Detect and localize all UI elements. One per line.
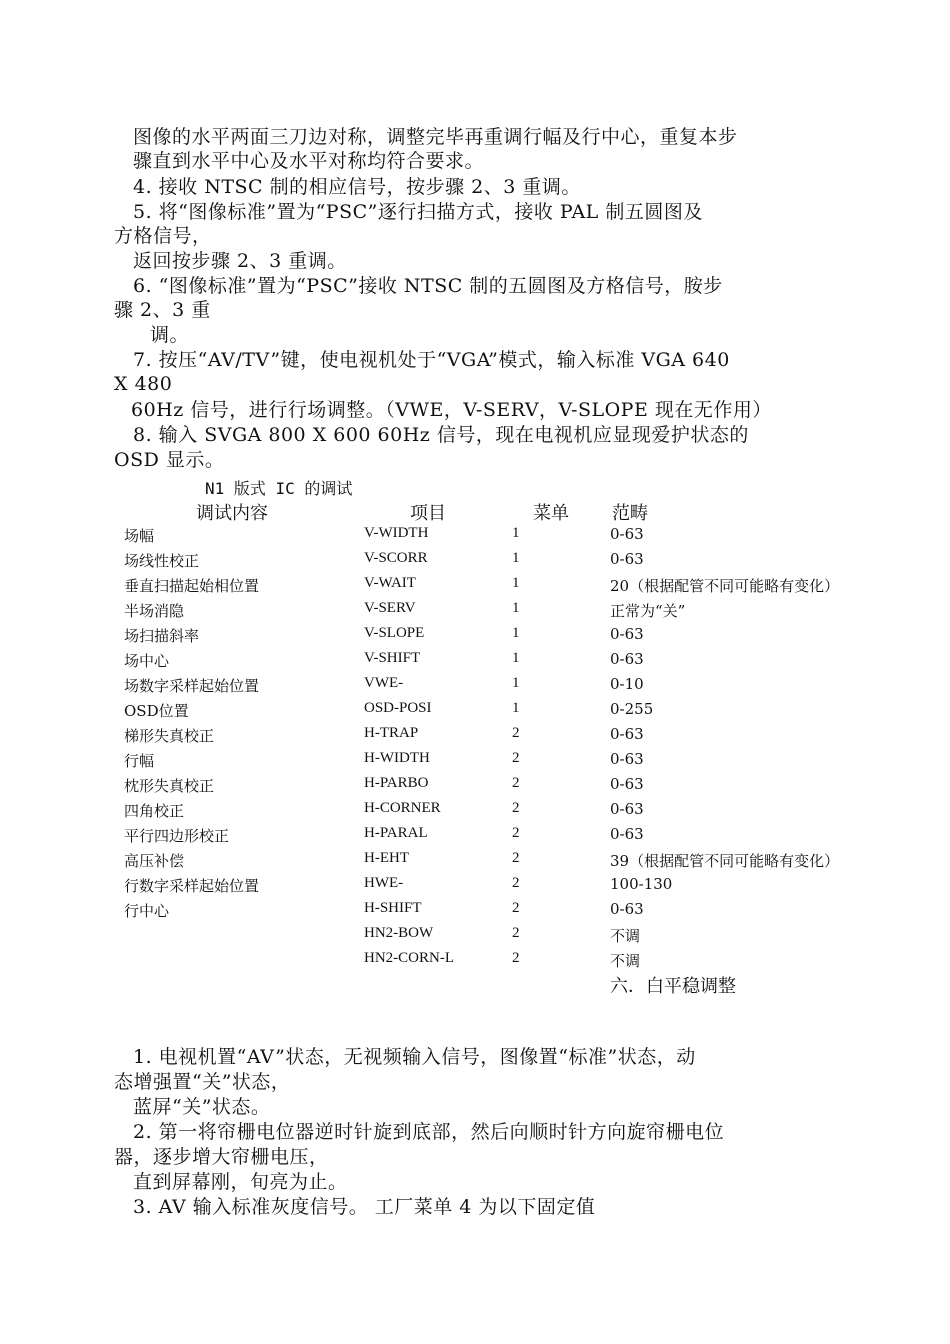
cell-item: V-SCORR bbox=[364, 550, 428, 566]
paragraph-line: X 480 bbox=[114, 373, 173, 395]
cell-menu: 1 bbox=[512, 700, 520, 716]
paragraph-line: 1. 电视机置“AV”状态，无视频输入信号，图像置“标准”状态，动 bbox=[133, 1046, 696, 1068]
cell-item: V-SERV bbox=[364, 600, 416, 616]
cell-range: 0-63 bbox=[610, 825, 644, 843]
cell-content: OSD位置 bbox=[124, 702, 189, 720]
cell-item: H-WIDTH bbox=[364, 750, 430, 766]
cell-menu: 2 bbox=[512, 925, 520, 941]
paragraph-line: 态增强置“关”状态， bbox=[114, 1071, 291, 1093]
cell-item: HN2-BOW bbox=[364, 925, 434, 941]
cell-item: H-EHT bbox=[364, 850, 409, 866]
cell-menu: 2 bbox=[512, 750, 520, 766]
paragraph-line: 返回按步骤 2、3 重调。 bbox=[133, 250, 347, 272]
paragraph-line: 6. “图像标准”置为“PSC”接收 NTSC 制的五圆图及方格信号，胺步 bbox=[133, 275, 723, 297]
cell-content: 行幅 bbox=[124, 752, 155, 770]
cell-range: 0-63 bbox=[610, 900, 644, 918]
cell-item: V-SHIFT bbox=[364, 650, 421, 666]
cell-menu: 2 bbox=[512, 875, 520, 891]
cell-range: 0-63 bbox=[610, 625, 644, 643]
cell-item: H-TRAP bbox=[364, 725, 419, 741]
table-row bbox=[0, 725, 950, 750]
table-row bbox=[0, 675, 950, 700]
table-row bbox=[0, 600, 950, 625]
cell-range: 0-63 bbox=[610, 800, 644, 818]
cell-item: OSD-POSI bbox=[364, 700, 432, 716]
cell-range: 100-130 bbox=[610, 875, 673, 893]
cell-range: 20（根据配管不同可能略有变化） bbox=[610, 577, 840, 595]
cell-range: 0-255 bbox=[610, 700, 654, 718]
table-row bbox=[0, 800, 950, 825]
cell-range: 正常为“关” bbox=[610, 602, 686, 620]
table-header-item: 项目 bbox=[410, 503, 446, 524]
cell-menu: 1 bbox=[512, 625, 520, 641]
table-header-content: 调试内容 bbox=[196, 503, 268, 524]
cell-content: 行中心 bbox=[124, 902, 170, 920]
cell-content: 场扫描斜率 bbox=[124, 627, 200, 645]
cell-content: 垂直扫描起始相位置 bbox=[124, 577, 260, 595]
paragraph-line: 8. 输入 SVGA 800 X 600 60Hz 信号，现在电视机应显现爱护状态的 bbox=[133, 424, 749, 446]
cell-range: 0-63 bbox=[610, 750, 644, 768]
paragraph-line: 调。 bbox=[150, 324, 190, 346]
cell-content: 枕形失真校正 bbox=[124, 777, 215, 795]
cell-item: VWE- bbox=[364, 675, 404, 691]
cell-item: H-SHIFT bbox=[364, 900, 422, 916]
table-row bbox=[0, 775, 950, 800]
paragraph-line: 骤 2、3 重 bbox=[114, 299, 211, 321]
cell-range: 不调 bbox=[610, 927, 641, 945]
cell-menu: 2 bbox=[512, 900, 520, 916]
cell-menu: 2 bbox=[512, 825, 520, 841]
cell-menu: 2 bbox=[512, 800, 520, 816]
table-row bbox=[0, 525, 950, 550]
cell-content: 半场消隐 bbox=[124, 602, 185, 620]
cell-menu: 1 bbox=[512, 675, 520, 691]
paragraph-line: 图像的水平两面三刀边对称，调整完毕再重调行幅及行中心，重复本步 bbox=[133, 126, 738, 148]
cell-item: V-WAIT bbox=[364, 575, 416, 591]
cell-content: 平行四边形校正 bbox=[124, 827, 230, 845]
cell-menu: 1 bbox=[512, 525, 520, 541]
paragraph-line: 3. AV 输入标准灰度信号。 工厂菜单 4 为以下固定值 bbox=[133, 1196, 596, 1218]
table-row bbox=[0, 650, 950, 675]
table-row bbox=[0, 875, 950, 900]
cell-range: 0-63 bbox=[610, 525, 644, 543]
paragraph-line: 2. 第一将帘栅电位器逆时针旋到底部，然后向顺时针方向旋帘栅电位 bbox=[133, 1121, 725, 1143]
cell-item: V-SLOPE bbox=[364, 625, 425, 641]
table-row bbox=[0, 625, 950, 650]
cell-item: HN2-CORN-L bbox=[364, 950, 454, 966]
paragraph-line: OSD 显示。 bbox=[114, 449, 225, 471]
cell-menu: 2 bbox=[512, 725, 520, 741]
cell-item: H-PARBO bbox=[364, 775, 429, 791]
cell-menu: 1 bbox=[512, 550, 520, 566]
table-row bbox=[0, 900, 950, 925]
cell-range: 0-63 bbox=[610, 775, 644, 793]
cell-content: 四角校正 bbox=[124, 802, 185, 820]
cell-content: 场数字采样起始位置 bbox=[124, 677, 260, 695]
paragraph-line: 蓝屏“关”状态。 bbox=[133, 1096, 271, 1118]
table-row bbox=[0, 550, 950, 575]
paragraph-line: 5. 将“图像标准”置为“PSC”逐行扫描方式，接收 PAL 制五圆图及 bbox=[133, 201, 703, 223]
table-row bbox=[0, 950, 950, 975]
table-header-menu: 菜单 bbox=[533, 503, 569, 524]
cell-menu: 2 bbox=[512, 850, 520, 866]
table-row bbox=[0, 825, 950, 850]
cell-content: 高压补偿 bbox=[124, 852, 185, 870]
table-row bbox=[0, 750, 950, 775]
cell-menu: 2 bbox=[512, 775, 520, 791]
table-row bbox=[0, 700, 950, 725]
cell-item: V-WIDTH bbox=[364, 525, 429, 541]
paragraph-line: 方格信号， bbox=[114, 225, 212, 247]
cell-range: 39（根据配管不同可能略有变化） bbox=[610, 852, 840, 870]
cell-menu: 1 bbox=[512, 650, 520, 666]
cell-range: 0-10 bbox=[610, 675, 644, 693]
cell-content: 梯形失真校正 bbox=[124, 727, 215, 745]
cell-menu: 1 bbox=[512, 600, 520, 616]
cell-menu: 2 bbox=[512, 950, 520, 966]
table-row bbox=[0, 850, 950, 875]
cell-content: 场幅 bbox=[124, 527, 155, 545]
cell-content: 场线性校正 bbox=[124, 552, 200, 570]
paragraph-line: 60Hz 信号，进行行场调整。（VWE，V-SERV，V-SLOPE 现在无作用） bbox=[131, 399, 772, 421]
table-caption: N1 版式 IC 的调试 bbox=[205, 479, 353, 498]
section-heading: 六．白平稳调整 bbox=[610, 976, 736, 997]
paragraph-line: 4. 接收 NTSC 制的相应信号，按步骤 2、3 重调。 bbox=[133, 176, 581, 198]
cell-range: 不调 bbox=[610, 952, 641, 970]
cell-content: 场中心 bbox=[124, 652, 170, 670]
cell-item: HWE- bbox=[364, 875, 404, 891]
cell-item: H-CORNER bbox=[364, 800, 441, 816]
table-row bbox=[0, 575, 950, 600]
cell-range: 0-63 bbox=[610, 550, 644, 568]
paragraph-line: 器，逐步增大帘栅电压， bbox=[114, 1146, 329, 1168]
cell-menu: 1 bbox=[512, 575, 520, 591]
cell-content: 行数字采样起始位置 bbox=[124, 877, 260, 895]
table-header-range: 范畴 bbox=[612, 503, 648, 524]
paragraph-line: 骤直到水平中心及水平对称均符合要求。 bbox=[133, 150, 485, 172]
cell-range: 0-63 bbox=[610, 650, 644, 668]
paragraph-line: 7. 按压“AV/TV”键，使电视机处于“VGA”模式，输入标准 VGA 640 bbox=[133, 349, 730, 371]
table-row bbox=[0, 925, 950, 950]
cell-range: 0-63 bbox=[610, 725, 644, 743]
paragraph-line: 直到屏幕刚，旬亮为止。 bbox=[133, 1171, 348, 1193]
cell-item: H-PARAL bbox=[364, 825, 428, 841]
